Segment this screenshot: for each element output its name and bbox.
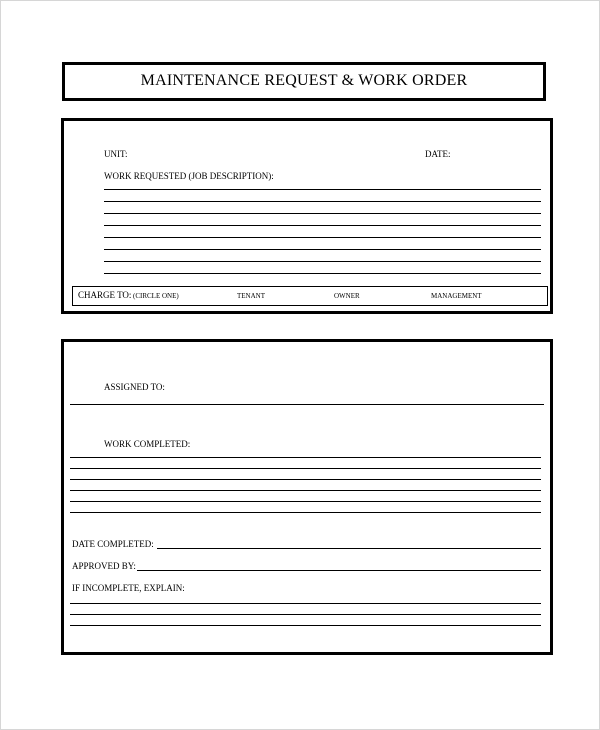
charge-to-label: CHARGE TO: [78, 290, 132, 300]
option-management[interactable]: MANAGEMENT [431, 292, 482, 300]
option-owner[interactable]: OWNER [334, 292, 360, 300]
work-completed-line[interactable] [70, 468, 541, 469]
request-section [61, 118, 553, 314]
work-requested-line[interactable] [104, 213, 541, 214]
charge-to-box [72, 286, 548, 306]
work-completed-line[interactable] [70, 512, 541, 513]
assigned-to-line[interactable] [70, 404, 544, 405]
title-box [62, 62, 546, 101]
if-incomplete-line[interactable] [70, 614, 541, 615]
work-requested-line[interactable] [104, 225, 541, 226]
work-requested-line[interactable] [104, 189, 541, 190]
date-completed-line[interactable] [157, 548, 541, 549]
work-completed-line[interactable] [70, 457, 541, 458]
form-title: MAINTENANCE REQUEST & WORK ORDER [140, 72, 468, 89]
work-requested-line[interactable] [104, 201, 541, 202]
work-requested-label: WORK REQUESTED (JOB DESCRIPTION): [104, 171, 274, 181]
work-completed-line[interactable] [70, 501, 541, 502]
work-requested-line[interactable] [104, 237, 541, 238]
unit-label: UNIT: [104, 149, 128, 159]
work-requested-line[interactable] [104, 261, 541, 262]
work-completed-line[interactable] [70, 490, 541, 491]
work-completed-line[interactable] [70, 479, 541, 480]
circle-one-note: (CIRCLE ONE) [133, 292, 179, 300]
date-completed-label: DATE COMPLETED: [72, 539, 154, 549]
option-tenant[interactable]: TENANT [237, 292, 265, 300]
if-incomplete-line[interactable] [70, 603, 541, 604]
work-completed-label: WORK COMPLETED: [104, 439, 191, 449]
assigned-to-label: ASSIGNED TO: [104, 382, 165, 392]
if-incomplete-line[interactable] [70, 625, 541, 626]
work-requested-line[interactable] [104, 249, 541, 250]
date-label: DATE: [425, 149, 451, 159]
approved-by-label: APPROVED BY: [72, 561, 136, 571]
approved-by-line[interactable] [137, 570, 541, 571]
work-requested-line[interactable] [104, 273, 541, 274]
if-incomplete-label: IF INCOMPLETE, EXPLAIN: [72, 583, 185, 593]
completion-section [61, 339, 553, 655]
